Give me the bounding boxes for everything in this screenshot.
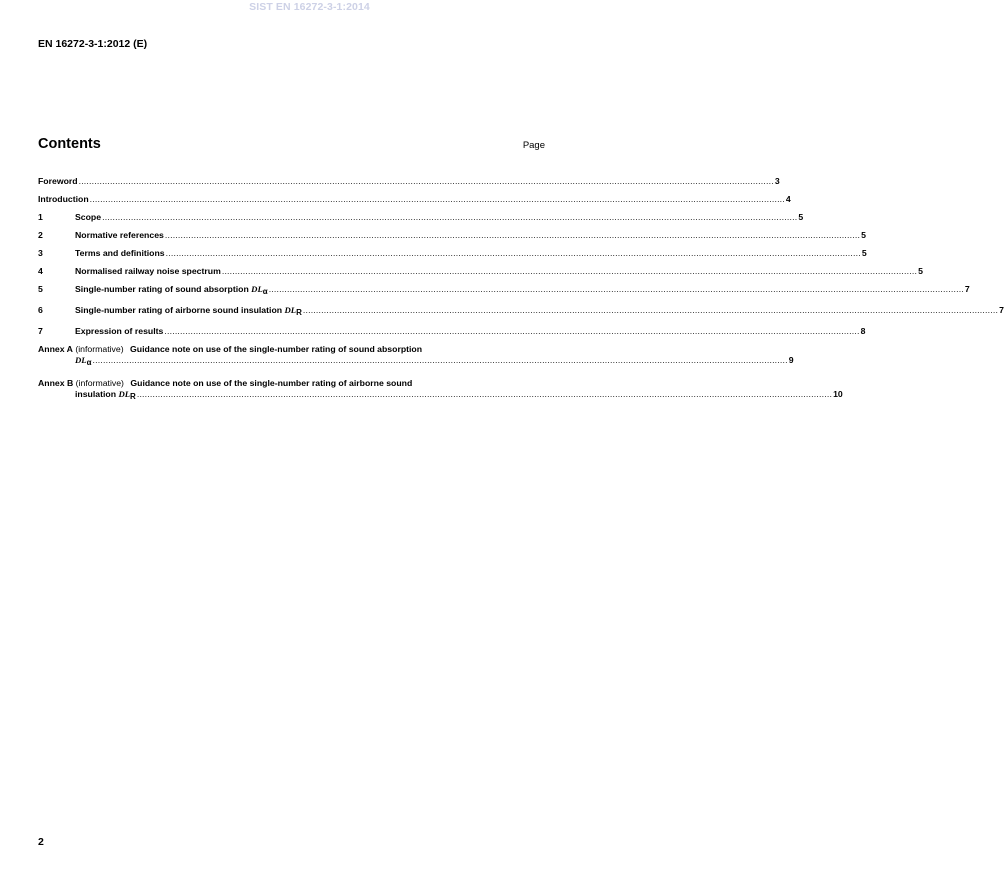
toc-entry-number: 2 [38, 230, 43, 240]
toc-entry-foreword[interactable] [38, 176, 780, 187]
annex-continuation-line [38, 355, 794, 367]
annex-continuation-line [38, 389, 843, 401]
dot-leader: .......................................................................................................................................................................................................................................................................... [136, 389, 833, 399]
annex-title: Guidance note on use of the single-number rating of airborne sound [130, 378, 413, 388]
toc-entry-page: 10 [833, 389, 843, 399]
toc-entry-number: 3 [38, 248, 43, 258]
dot-leader: .......................................................................................................................................................................................................................................................................... [164, 230, 861, 240]
toc-entry-page: 3 [774, 176, 780, 186]
annex-informative-label: (informative) [75, 378, 124, 388]
toc-entry-number: 6 [38, 305, 43, 315]
toc-entry-airborne-sound-insulation[interactable] [38, 305, 1004, 317]
toc-entry-introduction[interactable] [38, 194, 791, 205]
toc-entry-annex-b[interactable] [38, 378, 843, 401]
toc-entry-title: Normalised railway noise spectrum [75, 266, 221, 276]
toc-entry-title: Normative references [75, 230, 164, 240]
annex-prefix: Annex B [38, 378, 74, 388]
toc-entry-number: 7 [38, 326, 43, 336]
contents-heading: Contents [38, 136, 101, 152]
dot-leader: .......................................................................................................................................................................................................................................................................... [165, 248, 861, 258]
toc-entry-noise-spectrum[interactable] [38, 266, 923, 277]
toc-entry-page: 7 [964, 284, 970, 294]
dot-leader: .......................................................................................................................................................................................................................................................................... [268, 284, 964, 294]
toc-entry-page: 4 [785, 194, 791, 204]
dot-leader: .......................................................................................................................................................................................................................................................................... [164, 326, 860, 336]
annex-prefix: Annex A [38, 344, 73, 354]
toc-entry-number: 1 [38, 212, 43, 222]
toc-entry-title: Scope [75, 212, 102, 222]
toc-entry-page: 5 [861, 248, 867, 258]
dot-leader: .......................................................................................................................................................................................................................................................................... [89, 194, 785, 204]
toc-entry-terms-and-definitions[interactable] [38, 248, 867, 259]
dl-r-symbol: $DL_R$ [284, 305, 302, 317]
toc-entry-expression-of-results[interactable] [38, 326, 866, 337]
page-column-label: Page [522, 140, 545, 151]
toc-entry-page: 5 [798, 212, 804, 222]
toc-entry-page: 5 [861, 230, 866, 240]
annex-title: Guidance note on use of the single-number rating of sound absorption [130, 344, 423, 354]
dot-leader: .......................................................................................................................................................................................................................................................................... [302, 305, 999, 315]
dot-leader: .......................................................................................................................................................................................................................................................................... [102, 212, 798, 222]
toc-entry-title: Expression of results [75, 326, 164, 336]
dl-alpha-symbol: $DL_\alpha$ [251, 284, 268, 296]
toc-entry-title: Single-number rating of airborne sound insulation $DL_R$ [75, 305, 302, 317]
annex-heading-line [38, 378, 545, 389]
dot-leader: .......................................................................................................................................................................................................................................................................... [221, 266, 918, 276]
toc-entry-scope[interactable] [38, 212, 804, 223]
dl-alpha-symbol: $DL_\alpha$ [75, 355, 92, 367]
annex-title-continuation: insulation [75, 389, 117, 399]
toc-entry-number: 4 [38, 266, 43, 276]
dot-leader: .......................................................................................................................................................................................................................................................................... [78, 176, 774, 186]
toc-entry-title: Foreword [38, 176, 78, 186]
toc-entry-page: 5 [918, 266, 923, 276]
dl-r-symbol: $DL_R$ [118, 389, 136, 401]
toc-entry-page: 7 [999, 305, 1004, 315]
toc-entry-title: Single-number rating of sound absorption $DL_\alpha$ [75, 284, 268, 296]
document-identifier: EN 16272-3-1:2012 (E) [38, 38, 148, 50]
toc-entry-page: 8 [860, 326, 866, 336]
annex-heading-line [38, 344, 545, 355]
dot-leader: .......................................................................................................................................................................................................................................................................... [92, 355, 788, 365]
annex-informative-label: (informative) [75, 344, 124, 354]
toc-entry-title: Terms and definitions [75, 248, 165, 258]
toc-entry-normative-references[interactable] [38, 230, 866, 241]
toc-entry-number: 5 [38, 284, 43, 294]
toc-entry-sound-absorption[interactable] [38, 284, 970, 296]
toc-entry-title: Introduction [38, 194, 89, 204]
toc-entry-page: 9 [788, 355, 794, 365]
watermark: SIST EN 16272-3-1:2014 [249, 1, 370, 13]
page-number: 2 [38, 836, 44, 848]
toc-entry-annex-a[interactable] [38, 344, 794, 367]
